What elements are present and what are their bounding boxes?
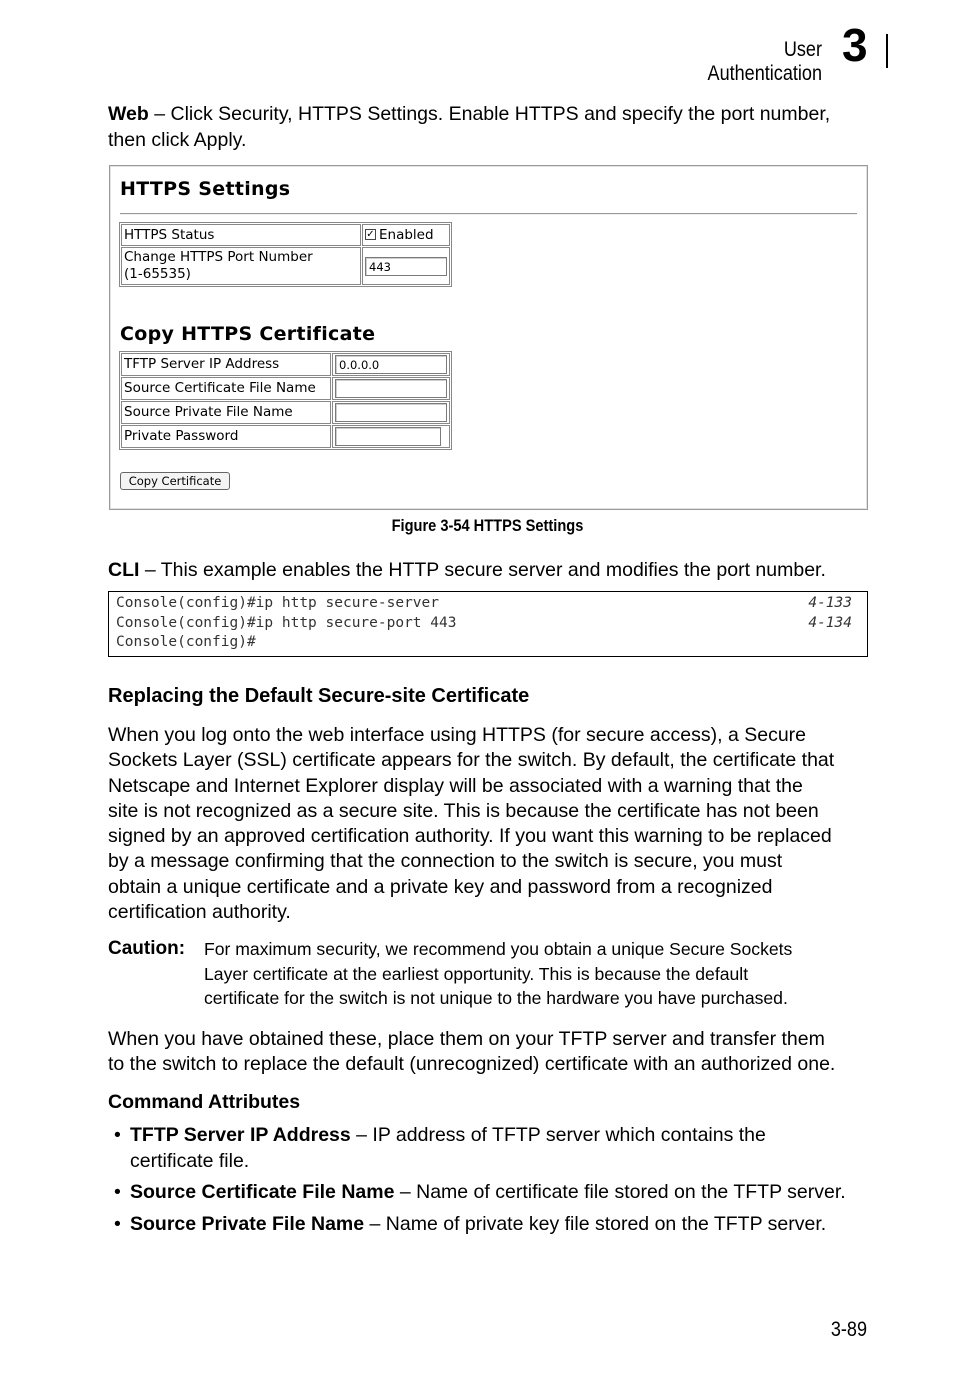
table-row xyxy=(121,224,450,246)
cli-code-block xyxy=(108,591,868,657)
port-number-label xyxy=(121,247,361,285)
private-password-cell xyxy=(332,425,450,448)
source-private-label: Source Private File Name xyxy=(121,401,331,424)
caution-line: For maximum security, we recommend you obtain a unique Secure Sockets xyxy=(204,939,793,959)
port-number-input[interactable]: 443 xyxy=(365,257,447,276)
table-row xyxy=(121,425,450,448)
private-password-label: Private Password xyxy=(121,425,331,448)
bullet-marker: • xyxy=(114,1124,121,1146)
copy-certificate-title: Copy HTTPS Certificate xyxy=(120,323,376,345)
caution-text xyxy=(204,937,792,1011)
title-divider xyxy=(120,213,857,215)
source-cert-cell xyxy=(332,377,450,400)
paragraph-line: by a message confirming that the connection to the switch is secure, you must xyxy=(108,850,783,873)
cli-instruction xyxy=(108,558,826,583)
attribute-item xyxy=(130,1213,826,1236)
code-line xyxy=(116,595,860,614)
bullet-marker: • xyxy=(114,1213,121,1235)
figure-caption xyxy=(109,516,866,536)
paragraph-line: certification authority. xyxy=(108,901,291,924)
table-row xyxy=(121,247,450,285)
chapter-divider xyxy=(886,34,888,68)
https-status-cell xyxy=(362,224,450,246)
https-settings-screenshot xyxy=(109,165,868,510)
code-command: Console(config)#ip http secure-port 443 xyxy=(116,615,457,631)
port-number-cell xyxy=(362,247,450,285)
page-number: 3-89 xyxy=(830,1318,867,1341)
web-label: Web xyxy=(108,103,149,125)
source-private-cell xyxy=(332,401,450,424)
table-row xyxy=(121,353,450,376)
chapter-number: 3 xyxy=(842,19,868,71)
cli-text: – This example enables the HTTP secure server and modifies the port number. xyxy=(139,559,826,581)
attribute-term: Source Certificate File Name xyxy=(130,1181,395,1203)
attribute-desc: – Name of private key file stored on the TFTP server. xyxy=(364,1213,827,1235)
tftp-server-cell xyxy=(332,353,450,376)
source-cert-label: Source Certificate File Name xyxy=(121,377,331,400)
port-label-line1: Change HTTPS Port Number xyxy=(124,249,313,265)
attribute-item xyxy=(130,1181,846,1204)
running-header: User Authentication xyxy=(707,38,822,85)
web-instruction-cont: then click Apply. xyxy=(108,129,247,151)
caution-line: certificate for the switch is not unique to the hardware you have purchased. xyxy=(204,988,788,1008)
caution-line: Layer certificate at the earliest opportunity. This is because the default xyxy=(204,963,749,984)
web-text: – Click Security, HTTPS Settings. Enable HTTPS and specify the port number, xyxy=(148,103,831,125)
command-attributes-heading: Command Attributes xyxy=(108,1091,301,1113)
source-private-input[interactable] xyxy=(335,403,447,422)
https-status-checkbox[interactable]: ✓ xyxy=(366,229,375,240)
paragraph-line: site is not recognized as a secure site. This is because the certificate has not been xyxy=(108,799,819,822)
copy-certificate-button[interactable]: Copy Certificate xyxy=(120,472,230,490)
paragraph-line: to the switch to replace the default (unrecognized) certificate with an authorized one. xyxy=(108,1053,836,1076)
tftp-server-label: TFTP Server IP Address xyxy=(121,353,331,376)
paragraph-line: Netscape and Internet Explorer display will be associated with a warning that the xyxy=(108,774,803,797)
attribute-desc: – Name of certificate file stored on the TFTP server. xyxy=(394,1181,846,1203)
paragraph-line: obtain a unique certificate and a private key and password from a recognized xyxy=(108,875,773,898)
code-line xyxy=(116,634,860,653)
paragraph-line: When you log onto the web interface using HTTPS (for secure access), a Secure xyxy=(108,724,807,746)
attribute-desc-cont: certificate file. xyxy=(130,1150,250,1172)
section-heading: Replacing the Default Secure-site Certificate xyxy=(108,685,530,707)
figure-caption-text: Figure 3-54 HTTPS Settings xyxy=(391,516,584,535)
https-settings-title: HTTPS Settings xyxy=(120,178,291,200)
tftp-server-input[interactable]: 0.0.0.0 xyxy=(335,355,447,374)
attribute-desc: – IP address of TFTP server which contains the xyxy=(350,1124,766,1146)
code-reference: 4-134 xyxy=(808,615,852,631)
section-paragraph xyxy=(108,723,834,925)
caution-label: Caution: xyxy=(108,938,186,959)
https-settings-table xyxy=(119,222,452,287)
code-reference: 4-133 xyxy=(808,595,852,611)
transfer-paragraph xyxy=(108,1027,835,1078)
https-status-label: HTTPS Status xyxy=(121,224,361,246)
code-command: Console(config)# xyxy=(116,634,256,650)
copy-certificate-table xyxy=(119,351,452,450)
code-line xyxy=(116,615,860,634)
table-row xyxy=(121,401,450,424)
checkbox-label: Enabled xyxy=(379,226,434,243)
attribute-term: TFTP Server IP Address xyxy=(130,1124,351,1146)
paragraph-line: When you have obtained these, place them on your TFTP server and transfer them xyxy=(108,1028,825,1050)
paragraph-line: Sockets Layer (SSL) certificate appears for the switch. By default, the certificate that xyxy=(108,749,835,772)
private-password-input[interactable] xyxy=(335,427,441,446)
cli-label: CLI xyxy=(108,559,140,581)
web-instruction xyxy=(108,102,830,127)
attribute-item xyxy=(130,1124,766,1147)
table-row xyxy=(121,377,450,400)
code-command: Console(config)#ip http secure-server xyxy=(116,595,440,611)
bullet-marker: • xyxy=(114,1181,121,1203)
paragraph-line: signed by an approved certification authority. If you want this warning to be replaced xyxy=(108,825,832,848)
port-label-line2: (1-65535) xyxy=(124,266,191,282)
attribute-term: Source Private File Name xyxy=(130,1213,365,1235)
source-cert-input[interactable] xyxy=(335,379,447,398)
